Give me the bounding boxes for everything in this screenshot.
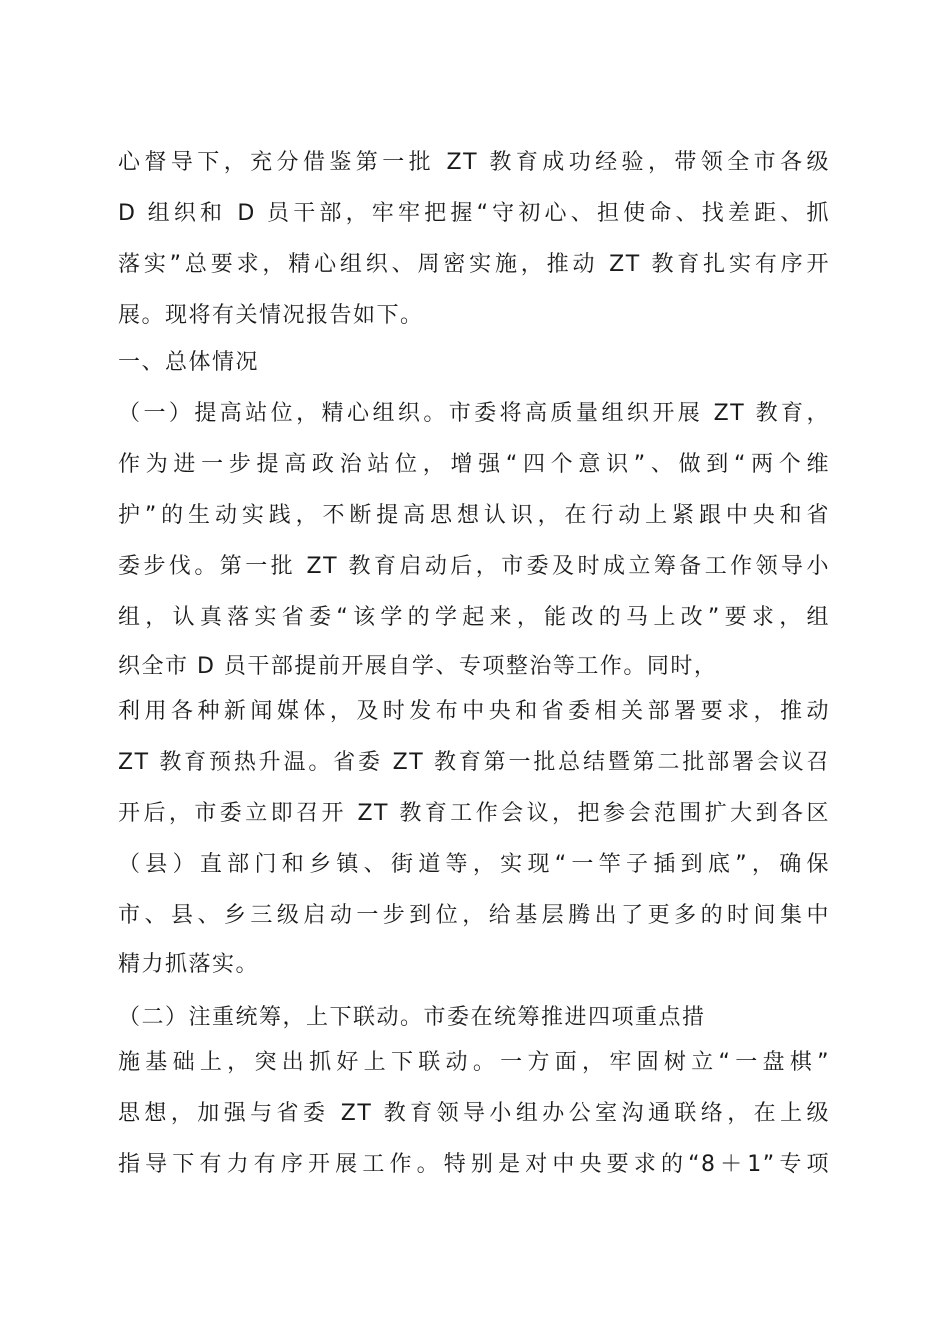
section-heading: （二）注重统筹，上下联动。市委在统筹推进四项重点措 bbox=[118, 1005, 706, 1030]
text-line: （县）直部门和乡镇、街道等，实现“一竿子插到底”，确保 bbox=[118, 852, 830, 877]
text-line: 护”的生动实践，不断提高思想认识，在行动上紧跟中央和省 bbox=[118, 503, 830, 528]
text-line: 思想，加强与省委 ZT 教育领导小组办公室沟通联络，在上级 bbox=[118, 1101, 830, 1126]
text-line: 精力抓落实。 bbox=[118, 952, 260, 977]
text-line: 落实”总要求，精心组织、周密实施，推动 ZT 教育扎实有序开 bbox=[118, 252, 830, 277]
text-line: ZT 教育预热升温。省委 ZT 教育第一批总结暨第二批部署会议召 bbox=[118, 750, 830, 775]
text-line: 委步伐。第一批 ZT 教育启动后，市委及时成立筹备工作领导小 bbox=[118, 554, 830, 579]
text-line: 市、县、乡三级启动一步到位，给基层腾出了更多的时间集中 bbox=[118, 903, 830, 928]
text-line: D 组织和 D 员干部，牢牢把握“守初心、担使命、找差距、抓 bbox=[118, 201, 830, 226]
text-line: 展。现将有关情况报告如下。 bbox=[118, 303, 424, 328]
section-heading: 一、总体情况 bbox=[118, 350, 260, 375]
text-line: 利用各种新闻媒体，及时发布中央和省委相关部署要求，推动 bbox=[118, 699, 830, 724]
text-line: （一）提高站位，精心组织。市委将高质量组织开展 ZT 教育， bbox=[118, 401, 830, 426]
text-line: 组，认真落实省委“该学的学起来，能改的马上改”要求，组 bbox=[118, 605, 830, 630]
text-line: 开后，市委立即召开 ZT 教育工作会议，把参会范围扩大到各区 bbox=[118, 801, 830, 826]
text-line: 织全市 D 员干部提前开展自学、专项整治等工作。同时， bbox=[118, 654, 718, 679]
text-line: 心督导下，充分借鉴第一批 ZT 教育成功经验，带领全市各级 bbox=[118, 150, 830, 175]
text-line: 施基础上，突出抓好上下联动。一方面，牢固树立“一盘棋” bbox=[118, 1050, 830, 1075]
text-line: 作为进一步提高政治站位，增强“四个意识”、做到“两个维 bbox=[118, 452, 830, 477]
text-line: 指导下有力有序开展工作。特别是对中央要求的“8＋1”专项 bbox=[118, 1152, 830, 1177]
